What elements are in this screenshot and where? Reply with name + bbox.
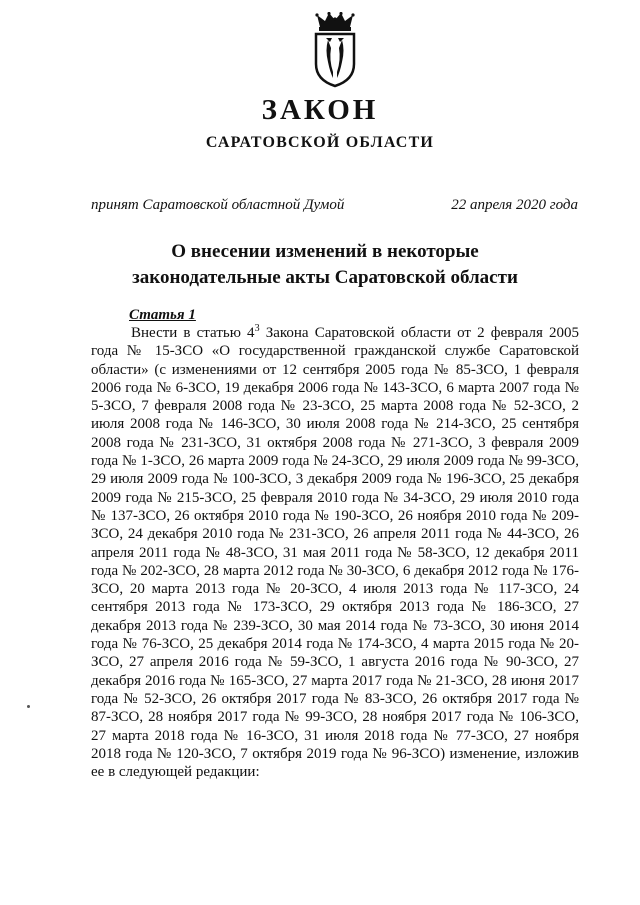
article-text: Закона Саратовской области от 2 февраля 2005 года № 15-ЗСО «О государственной гражданской службе Саратовской области» (с изменениями от 12 сентября 2005 года № 85-ЗСО, 1 февраля 2006 года № 6-ЗСО, 19 декабря 2006 года № 143-ЗСО, 6 марта 2007 года № 5-ЗСО, 7 февраля 2008 года № 23-ЗСО, 25 марта 2008 года № 52-ЗСО, 2 июля 2008 года № 146-ЗСО, 30 июля 2008 года № 214-ЗСО, 25 сентября 2008 года № 231-ЗСО, 31 октября 2008 года № 271-ЗСО, 3 февраля 2009 года № 1-ЗСО, 26 марта 2009 года № 24-ЗСО, 29 июля 2009 года № 99-ЗСО, 29 июля 2009 года № 100-ЗСО, 3 декабря 2009 года № 196-ЗСО, 25 декабря 2009 года № 215-ЗСО, 25 февраля 2010 года № 34-ЗСО, 29 июля 2010 года № 137-ЗСО, 26 октября 2010 года № 190-ЗСО, 26 ноября 2010 года № 209-ЗСО, 24 декабря 2010 года № 231-ЗСО, 26 апреля 2011 года № 44-ЗСО, 26 апреля 2011 года № 48-ЗСО, 31 мая 2011 года № 58-ЗСО, 12 декабря 2011 года № 202-ЗСО, 28 марта 2012 года № 30-ЗСО, 6 декабря 2012 года № 176-ЗСО, 20 марта 2013 года № 20-ЗСО, 4 июля 2013 года № 117-ЗСО, 24 сентября 2013 года № 173-ЗСО, 29 октября 2013 года № 186-ЗСО, 27 декабря 2013 года № 239-ЗСО, 30 мая 2014 года № 73-ЗСО, 30 июня 2014 года № 76-ЗСО, 25 декабря 2014 года № 174-ЗСО, 4 марта 2015 года № 20-ЗСО, 27 апреля 2016 года № 59-ЗСО, 1 августа 2016 года № 90-ЗСО, 27 декабря 2016 года № 165-ЗСО, 27 марта 2017 года № 21-ЗСО, 28 июня 2017 года № 52-ЗСО, 26 октября 2017 года № 83-ЗСО, 26 октября 2017 года № 87-ЗСО, 28 ноября 2017 года № 99-ЗСО, 28 ноября 2017 года № 106-ЗСО, 27 марта 2018 года № 16-ЗСО, 31 июля 2018 года № 77-ЗСО, 27 ноября 2018 года № 120-ЗСО, 7 октября 2019 года № 96-ЗСО) изменение, изложив ее в следующей редакции:: [91, 325, 580, 781]
document-heading: О внесении изменений в некоторые законодательные акты Саратовской области: [132, 241, 518, 288]
scan-speck: [27, 705, 30, 708]
article-intro: Внести в статью 4: [131, 325, 255, 341]
law-title: ЗАКОН: [261, 94, 379, 126]
saratov-coat-of-arms-icon: [311, 12, 359, 88]
adoption-date: 22 апреля 2020 года: [451, 197, 578, 213]
article-intro-superscript: 3: [254, 323, 260, 334]
article-body: [91, 324, 579, 781]
adopted-by-text: принят Саратовской областной Думой: [91, 197, 345, 213]
article-label: Статья 1: [129, 307, 196, 323]
law-subtitle: САРАТОВСКОЙ ОБЛАСТИ: [205, 134, 435, 151]
